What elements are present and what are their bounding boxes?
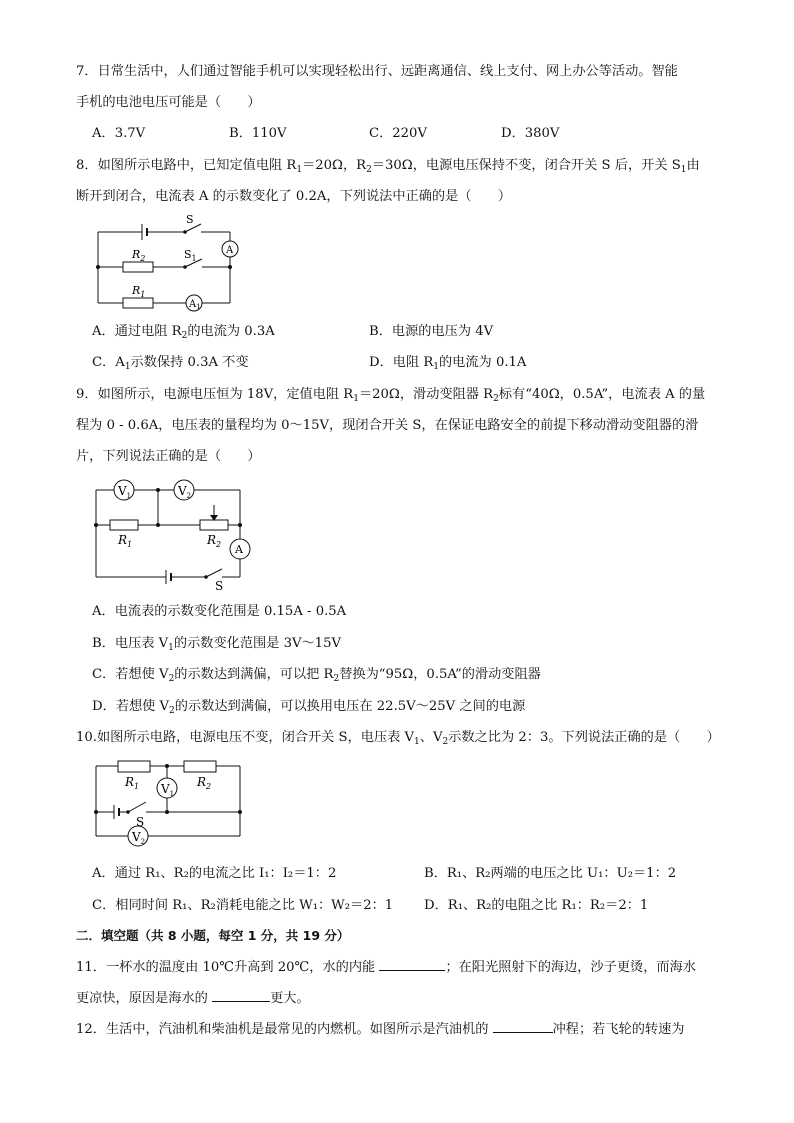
q10-stem-line1: 10.如图所示电路，电源电压不变，闭合开关 S，电压表 $V_1$、$V_2$示数之比为 2：3。下列说法正确的是（ ） [76,730,720,747]
q9-option-d: D．若想使 $V_2$的示数达到满偏，可以换用电压在 22.5V～25V 之间的电源 [92,699,526,716]
q10-option-c: C．相同时间 R₁、R₂消耗电能之比 W₁：W₂＝2：1 [92,898,394,913]
q11-blank-2[interactable] [212,989,270,1002]
q9-stem-line1: 9．如图所示，电源电压恒为 18V，定值电阻 $R_1=20\Omega$，滑动变阻器 $R_2$标有“40Ω，0.5A”，电流表 A 的量 [76,387,706,404]
q7-option-b: B．110V [229,126,287,141]
q10-option-d: D．R₁、R₂的电阻之比 R₁：R₂＝2：1 [424,898,649,913]
q9-option-c: C．若想使 $V_2$的示数达到满偏，可以把 $R_2$替换为“95Ω，0.5A”的滑动变阻器 [92,667,541,684]
q9-fig-label-r1: $R_1$ [118,533,133,549]
q8-fig-label-r2: $R_2$ [132,248,146,263]
q8-fig-label-a: A [226,245,234,256]
q11-stem-line1: 11．一杯水的温度由 10℃升高到 20℃，水的内能 ；在阳光照射下的海边，沙子更烫，而海水 [76,960,696,975]
q7-option-a: A．3.7V [92,126,146,141]
q7-stem-line2: 手机的电池电压可能是（ ） [76,95,261,110]
q9-fig-label-v1: $V_1$ [118,484,132,500]
q10-fig-label-v1: $V_1$ [161,782,175,798]
q9-option-a: A．电流表的示数变化范围是 0.15A - 0.5A [92,604,347,619]
q9-fig-label-s: S [215,579,224,593]
q10-option-b: B．R₁、R₂两端的电压之比 U₁：U₂＝1：2 [424,866,677,881]
q8-option-d: D．电阻 $R_1$的电流为 0.1A [369,355,527,372]
q8-circuit-figure [90,208,250,320]
q8-fig-label-s: S [186,213,194,226]
q10-fig-label-v2: $V_2$ [132,830,146,846]
q8-option-b: B．电源的电压为 4V [369,324,494,339]
section-heading-fill-in: 二．填空题（共 8 小题，每空 1 分，共 19 分） [76,928,350,943]
q9-fig-label-a: A [235,543,243,556]
q12-blank-1[interactable] [493,1020,553,1033]
q9-stem-line3: 片，下列说法正确的是（ ） [76,449,261,464]
q12-stem-line1: 12．生活中，汽油机和柴油机是最常见的内燃机。如图所示是汽油机的 冲程；若飞轮的转速为 [76,1022,685,1037]
q9-fig-label-v2: $V_2$ [178,484,192,500]
q10-fig-label-s: S [136,815,145,829]
q9-fig-label-r2: $R_2$ [207,533,222,549]
q10-circuit-figure [88,752,248,852]
q9-option-b: B．电压表 $V_1$的示数变化范围是 3V～15V [92,636,341,653]
q8-stem-line2: 断开到闭合，电流表 A 的示数变化了 0.2A，下列说法中正确的是（ ） [76,189,512,204]
q8-fig-label-r1: $R_1$ [132,284,146,299]
q9-circuit-figure [88,473,263,595]
q11-stem-line2: 更凉快，原因是海水的 更大。 [76,991,310,1006]
q8-stem-line1: 8．如图所示电路中，已知定值电阻 $R_1=20\Omega$，$R_2=30\Omega$，电源电压保持不变，闭合开关 S 后，开关 $S_1$由 [76,158,700,175]
q9-stem-line2: 程为 0 - 0.6A，电压表的量程均为 0～15V，现闭合开关 S，在保证电路安全的前提下移动滑动变阻器的滑 [76,418,699,433]
q8-fig-label-s1: $S_1$ [184,248,197,263]
q7-stem-line1: 7．日常生活中，人们通过智能手机可以实现轻松出行、远距离通信、线上支付、网上办公等活动。智能 [76,64,678,79]
q11-blank-1[interactable] [379,958,445,971]
q10-option-a: A．通过 R₁、R₂的电流之比 I₁：I₂＝1：2 [92,866,337,881]
q10-fig-label-r2: $R_2$ [197,775,212,791]
q8-option-a: A．通过电阻 $R_2$的电流为 0.3A [92,324,275,341]
q8-fig-label-a1: $A_1$ [189,299,201,311]
q7-option-d: D．380V [501,126,560,141]
q7-option-c: C．220V [369,126,427,141]
q10-fig-label-r1: $R_1$ [125,775,140,791]
q8-option-c: C．$A_1$示数保持 0.3A 不变 [92,355,249,372]
